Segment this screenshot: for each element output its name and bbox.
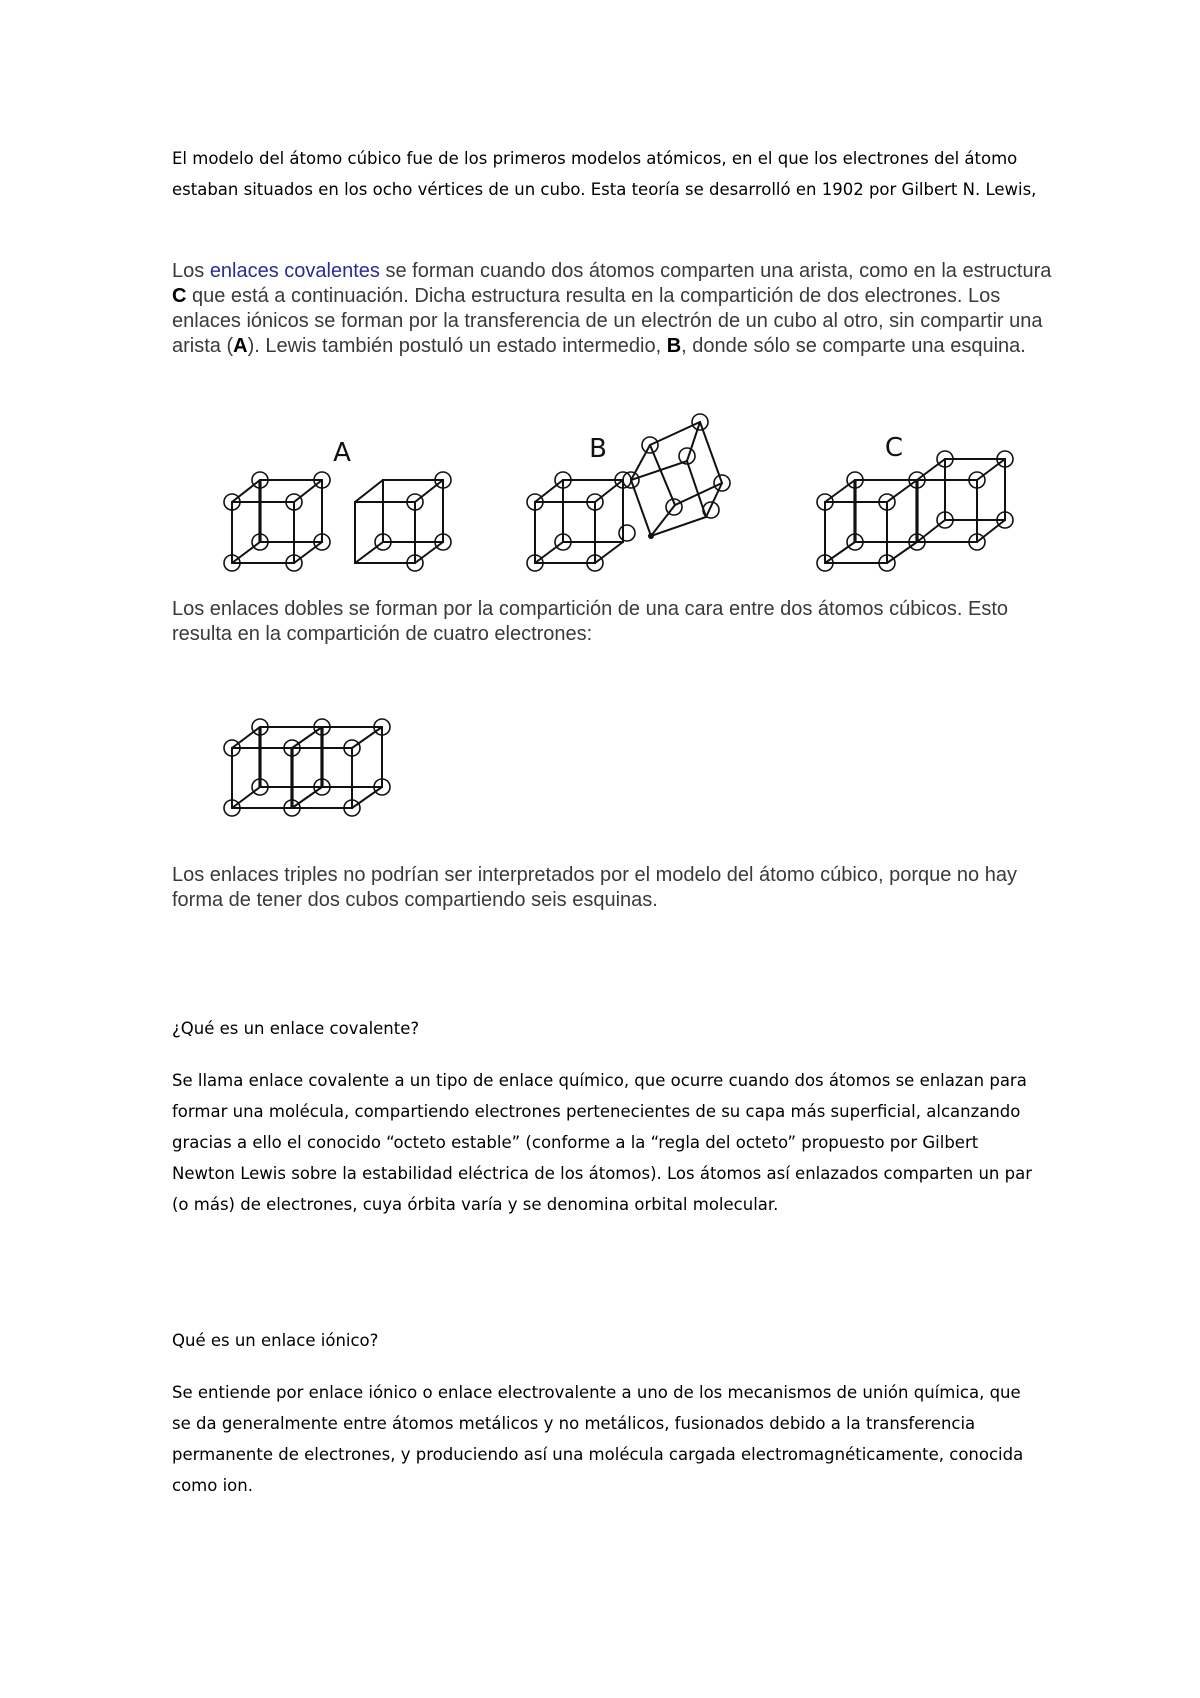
bold-label-b: B bbox=[666, 335, 682, 357]
double-bond-paragraph: Los enlaces dobles se forman por la compartición de una cara entre dos átomos cúbicos. Esto resulta en la compartición de cuatro electrones: bbox=[172, 598, 1009, 645]
covalent-bonds-link[interactable]: enlaces covalentes bbox=[209, 260, 380, 282]
text-segment: ). Lewis también postuló un estado intermedio, bbox=[247, 335, 667, 357]
covalent-definition-paragraph: Se llama enlace covalente a un tipo de enlace químico, que ocurre cuando dos átomos se enlazan para formar una molécula, compartiendo electrones pertenecientes de su capa más superficial, alcanzando gracias a ello el conocido “octeto estable” (conforme a la “regla del octeto” propuesto por Gilbert Newton Lewis sobre la estabilidad eléctrica de los átomos). Los átomos así enlazados comparten un par (o más) de electrones, cuya órbita varía y se denomina orbital molecular. bbox=[172, 1071, 1032, 1214]
heading-covalent: ¿Qué es un enlace covalente? bbox=[172, 1019, 420, 1038]
text-segment: se forman cuando dos átomos comparten una arista, como en la estructura bbox=[379, 260, 1052, 282]
text-segment: , donde sólo se comparte una esquina. bbox=[681, 335, 1026, 357]
figure-label-a: A bbox=[333, 438, 351, 468]
figure-label-b: B bbox=[589, 434, 607, 464]
text-segment: Los bbox=[172, 260, 210, 282]
double-bond-cubes bbox=[224, 719, 390, 816]
bold-label-a: A bbox=[233, 335, 248, 357]
ionic-definition-paragraph: Se entiende por enlace iónico o enlace electrovalente a uno de los mecanismos de unión química, que se da generalmente entre átomos metálicos y no metálicos, fusionados debido a la transferencia permanente de electrones, y produciendo así una molécula cargada electromagnéticamente, conocida como ion. bbox=[172, 1383, 1024, 1495]
triple-bond-paragraph: Los enlaces triples no podrían ser interpretados por el modelo del átomo cúbico, porque no hay forma de tener dos cubos compartiendo seis esquinas. bbox=[172, 864, 1017, 911]
bold-label-c: C bbox=[172, 285, 187, 307]
text-segment: que está a continuación. Dicha estructura resulta en la compartición de dos electrones. Los enlaces iónicos se forman por la transferencia de un electrón de un cubo al otro, sin compartir una arista ( bbox=[172, 285, 1043, 357]
figure-label-c: C bbox=[884, 433, 904, 463]
intro-paragraph: El modelo del átomo cúbico fue de los primeros modelos atómicos, en el que los electrones del átomo estaban situados en los ocho vértices de un cubo. Esta teoría se desarrolló en 1902 por Gilbert N. Lewis, bbox=[172, 149, 1037, 199]
heading-ionic: Qué es un enlace iónico? bbox=[172, 1331, 379, 1350]
